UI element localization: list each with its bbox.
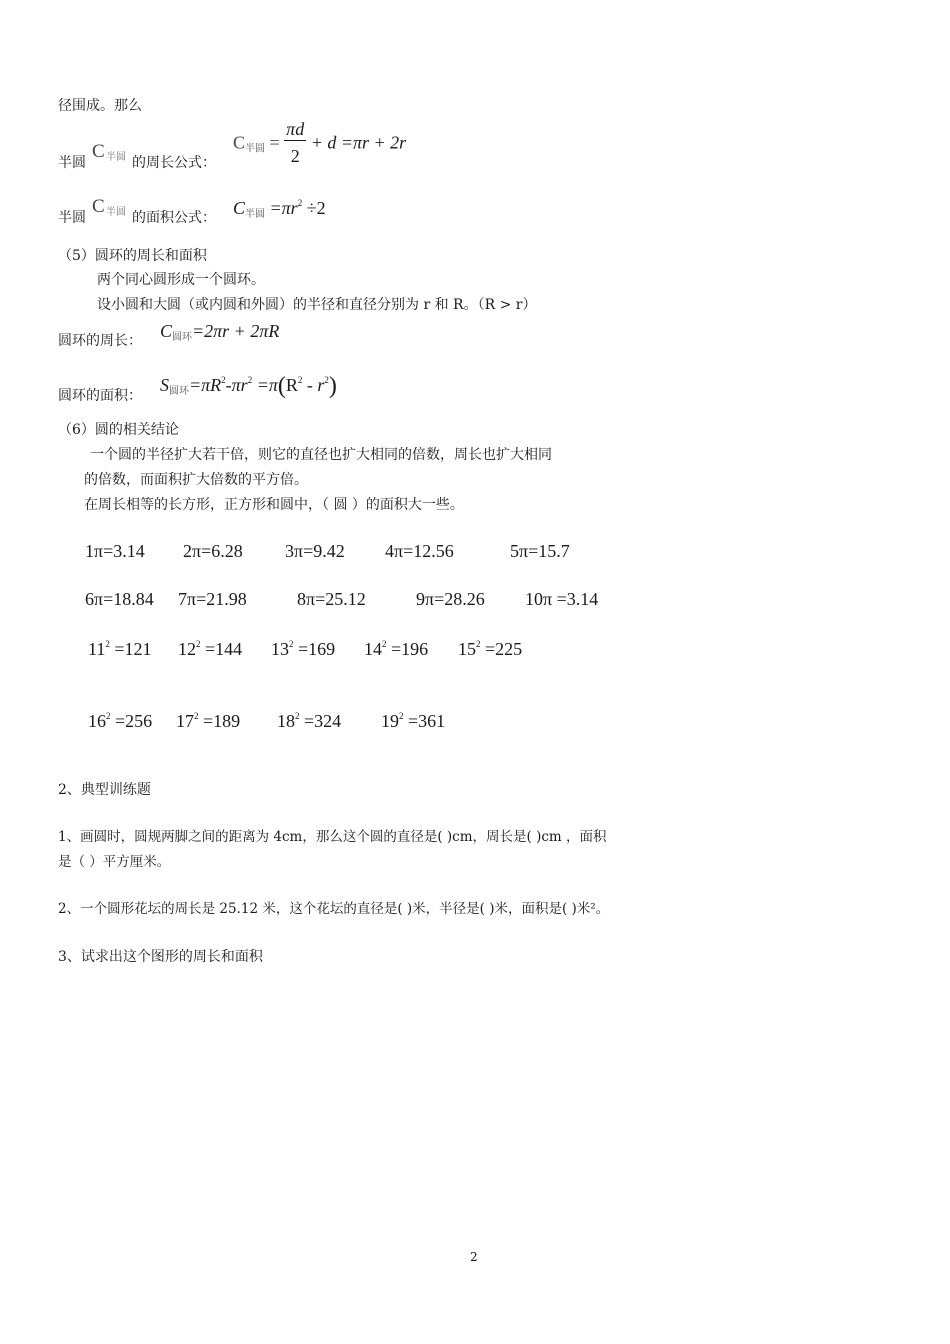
square-base: 14 bbox=[364, 639, 382, 659]
square-exp: 2 bbox=[289, 639, 294, 649]
square-value: =256 bbox=[115, 711, 153, 731]
square-exp: 2 bbox=[106, 711, 111, 721]
ring-s: S bbox=[160, 375, 169, 395]
semicircle-symbol: C bbox=[92, 141, 105, 162]
ring-area-e: - r bbox=[302, 375, 325, 395]
square-exp: 2 bbox=[196, 639, 201, 649]
square-exp: 2 bbox=[105, 639, 110, 649]
square-value: =144 bbox=[205, 639, 243, 659]
exercises-heading: 2、典型训练题 bbox=[58, 782, 151, 798]
square-value: =324 bbox=[304, 711, 342, 731]
ring-c-sub: 圆环 bbox=[172, 332, 193, 343]
square-base: 12 bbox=[178, 639, 196, 659]
area-formula-c: C bbox=[233, 198, 246, 218]
pi-value: 2π=6.28 bbox=[183, 541, 243, 561]
ring-c: C bbox=[160, 321, 173, 341]
ring-area-a: =πR bbox=[189, 375, 222, 395]
ring-area-formula bbox=[160, 374, 337, 398]
pi-value: 9π=28.26 bbox=[416, 589, 485, 609]
ring-area-d: R bbox=[285, 375, 298, 395]
ring-area-sup3: 2 bbox=[297, 375, 303, 385]
semicircle-area-symbol: C bbox=[92, 196, 105, 217]
square-base: 13 bbox=[271, 639, 289, 659]
ring-perimeter-rest: =2πr + 2πR bbox=[192, 321, 280, 341]
section6-line1: 一个圆的半径扩大若干倍，则它的直径也扩大相同的倍数，周长也扩大相同 bbox=[90, 447, 552, 463]
semicircle-subscript: 半圆 bbox=[106, 152, 126, 163]
pi-value: 5π=15.7 bbox=[510, 541, 570, 561]
square-entry bbox=[277, 712, 341, 730]
ring-area-c: =π bbox=[252, 375, 278, 395]
square-entry bbox=[364, 640, 428, 658]
square-base: 15 bbox=[458, 639, 476, 659]
pi-value: 1π=3.14 bbox=[85, 541, 145, 561]
fraction-denominator: 2 bbox=[290, 146, 300, 166]
square-value: =121 bbox=[114, 639, 152, 659]
pi-value: 7π=21.98 bbox=[178, 589, 247, 609]
square-base: 18 bbox=[277, 711, 295, 731]
page-number: 2 bbox=[470, 1250, 478, 1264]
semicircle-area-suffix: 的面积公式： bbox=[132, 210, 216, 226]
square-exp: 2 bbox=[194, 711, 199, 721]
pi-value: 10π =3.14 bbox=[525, 589, 599, 609]
square-entry bbox=[178, 640, 242, 658]
ring-perimeter-label: 圆环的周长： bbox=[58, 333, 142, 349]
square-entry bbox=[381, 712, 445, 730]
square-value: =225 bbox=[485, 639, 523, 659]
square-value: =189 bbox=[203, 711, 241, 731]
section5-line2: 设小圆和大圆（或内圆和外圆）的半径和直径分别为 r 和 R。（R > r） bbox=[97, 297, 537, 313]
pi-value: 4π=12.56 bbox=[385, 541, 454, 561]
question-1-line2: 是（ ）平方厘米。 bbox=[58, 854, 171, 870]
section5-heading: （5）圆环的周长和面积 bbox=[58, 248, 207, 264]
section6-line2: 的倍数，而面积扩大倍数的平方倍。 bbox=[84, 472, 308, 488]
ring-area-sup1: 2 bbox=[221, 375, 226, 385]
area-formula-rest: ÷2 bbox=[306, 198, 326, 218]
question-2: 2、一个圆形花坛的周长是 25.12 米，这个花坛的直径是( )米，半径是( )米，面积是( )米²。 bbox=[58, 901, 610, 917]
pi-value: 3π=9.42 bbox=[285, 541, 345, 561]
section6-line3: 在周长相等的长方形，正方形和圆中，（ 圆 ）的面积大一些。 bbox=[84, 497, 464, 513]
area-formula-main: =πr bbox=[269, 198, 298, 218]
ring-area-sup4: 2 bbox=[324, 375, 329, 385]
fraction-numerator: πd bbox=[286, 119, 305, 139]
ring-paren-close: ) bbox=[328, 373, 337, 399]
formula-sub: 半圆 bbox=[245, 143, 266, 155]
square-exp: 2 bbox=[295, 711, 300, 721]
area-formula-sub: 半圆 bbox=[245, 209, 266, 220]
square-base: 16 bbox=[88, 711, 106, 731]
square-entry bbox=[88, 640, 152, 658]
square-exp: 2 bbox=[476, 639, 481, 649]
ring-area-sup2: 2 bbox=[247, 375, 253, 385]
square-value: =196 bbox=[391, 639, 429, 659]
square-entry bbox=[458, 640, 522, 658]
pi-value: 8π=25.12 bbox=[297, 589, 366, 609]
square-value: =361 bbox=[408, 711, 446, 731]
ring-paren-open: ( bbox=[277, 373, 286, 399]
ring-area-label: 圆环的面积： bbox=[58, 388, 142, 404]
semicircle-perimeter-suffix: 的周长公式： bbox=[132, 155, 216, 171]
square-entry bbox=[88, 712, 152, 730]
formula-rest: + d =πr + 2r bbox=[310, 132, 407, 153]
section6-heading: （6）圆的相关结论 bbox=[58, 422, 179, 438]
semicircle-perimeter-formula bbox=[233, 119, 407, 167]
square-base: 17 bbox=[176, 711, 194, 731]
semicircle-area-formula bbox=[233, 199, 326, 220]
ring-perimeter-formula bbox=[160, 322, 279, 343]
area-formula-sup: 2 bbox=[297, 198, 303, 208]
square-base: 19 bbox=[381, 711, 399, 731]
formula-fraction bbox=[284, 120, 306, 165]
square-exp: 2 bbox=[382, 639, 387, 649]
intro-line: 径围成。那么 bbox=[58, 98, 142, 114]
semicircle-area-label: 半圆 bbox=[58, 210, 86, 226]
square-entry bbox=[176, 712, 240, 730]
ring-s-sub: 圆环 bbox=[169, 386, 189, 397]
formula-eq: = bbox=[269, 132, 280, 153]
pi-value: 6π=18.84 bbox=[85, 589, 154, 609]
semicircle-area-subscript: 半圆 bbox=[106, 207, 126, 218]
section5-line1: 两个同心圆形成一个圆环。 bbox=[97, 272, 265, 288]
square-entry bbox=[271, 640, 335, 658]
question-3: 3、试求出这个图形的周长和面积 bbox=[58, 949, 263, 965]
square-value: =169 bbox=[298, 639, 336, 659]
semicircle-perimeter-label: 半圆 bbox=[58, 155, 86, 171]
square-base: 11 bbox=[88, 639, 106, 659]
question-1-line1: 1、画圆时，圆规两脚之间的距离为 4cm，那么这个圆的直径是( )cm，周长是( )cm ，面积 bbox=[58, 829, 607, 845]
formula-c: C bbox=[233, 132, 246, 153]
square-exp: 2 bbox=[399, 711, 404, 721]
ring-area-b: -πr bbox=[225, 375, 248, 395]
